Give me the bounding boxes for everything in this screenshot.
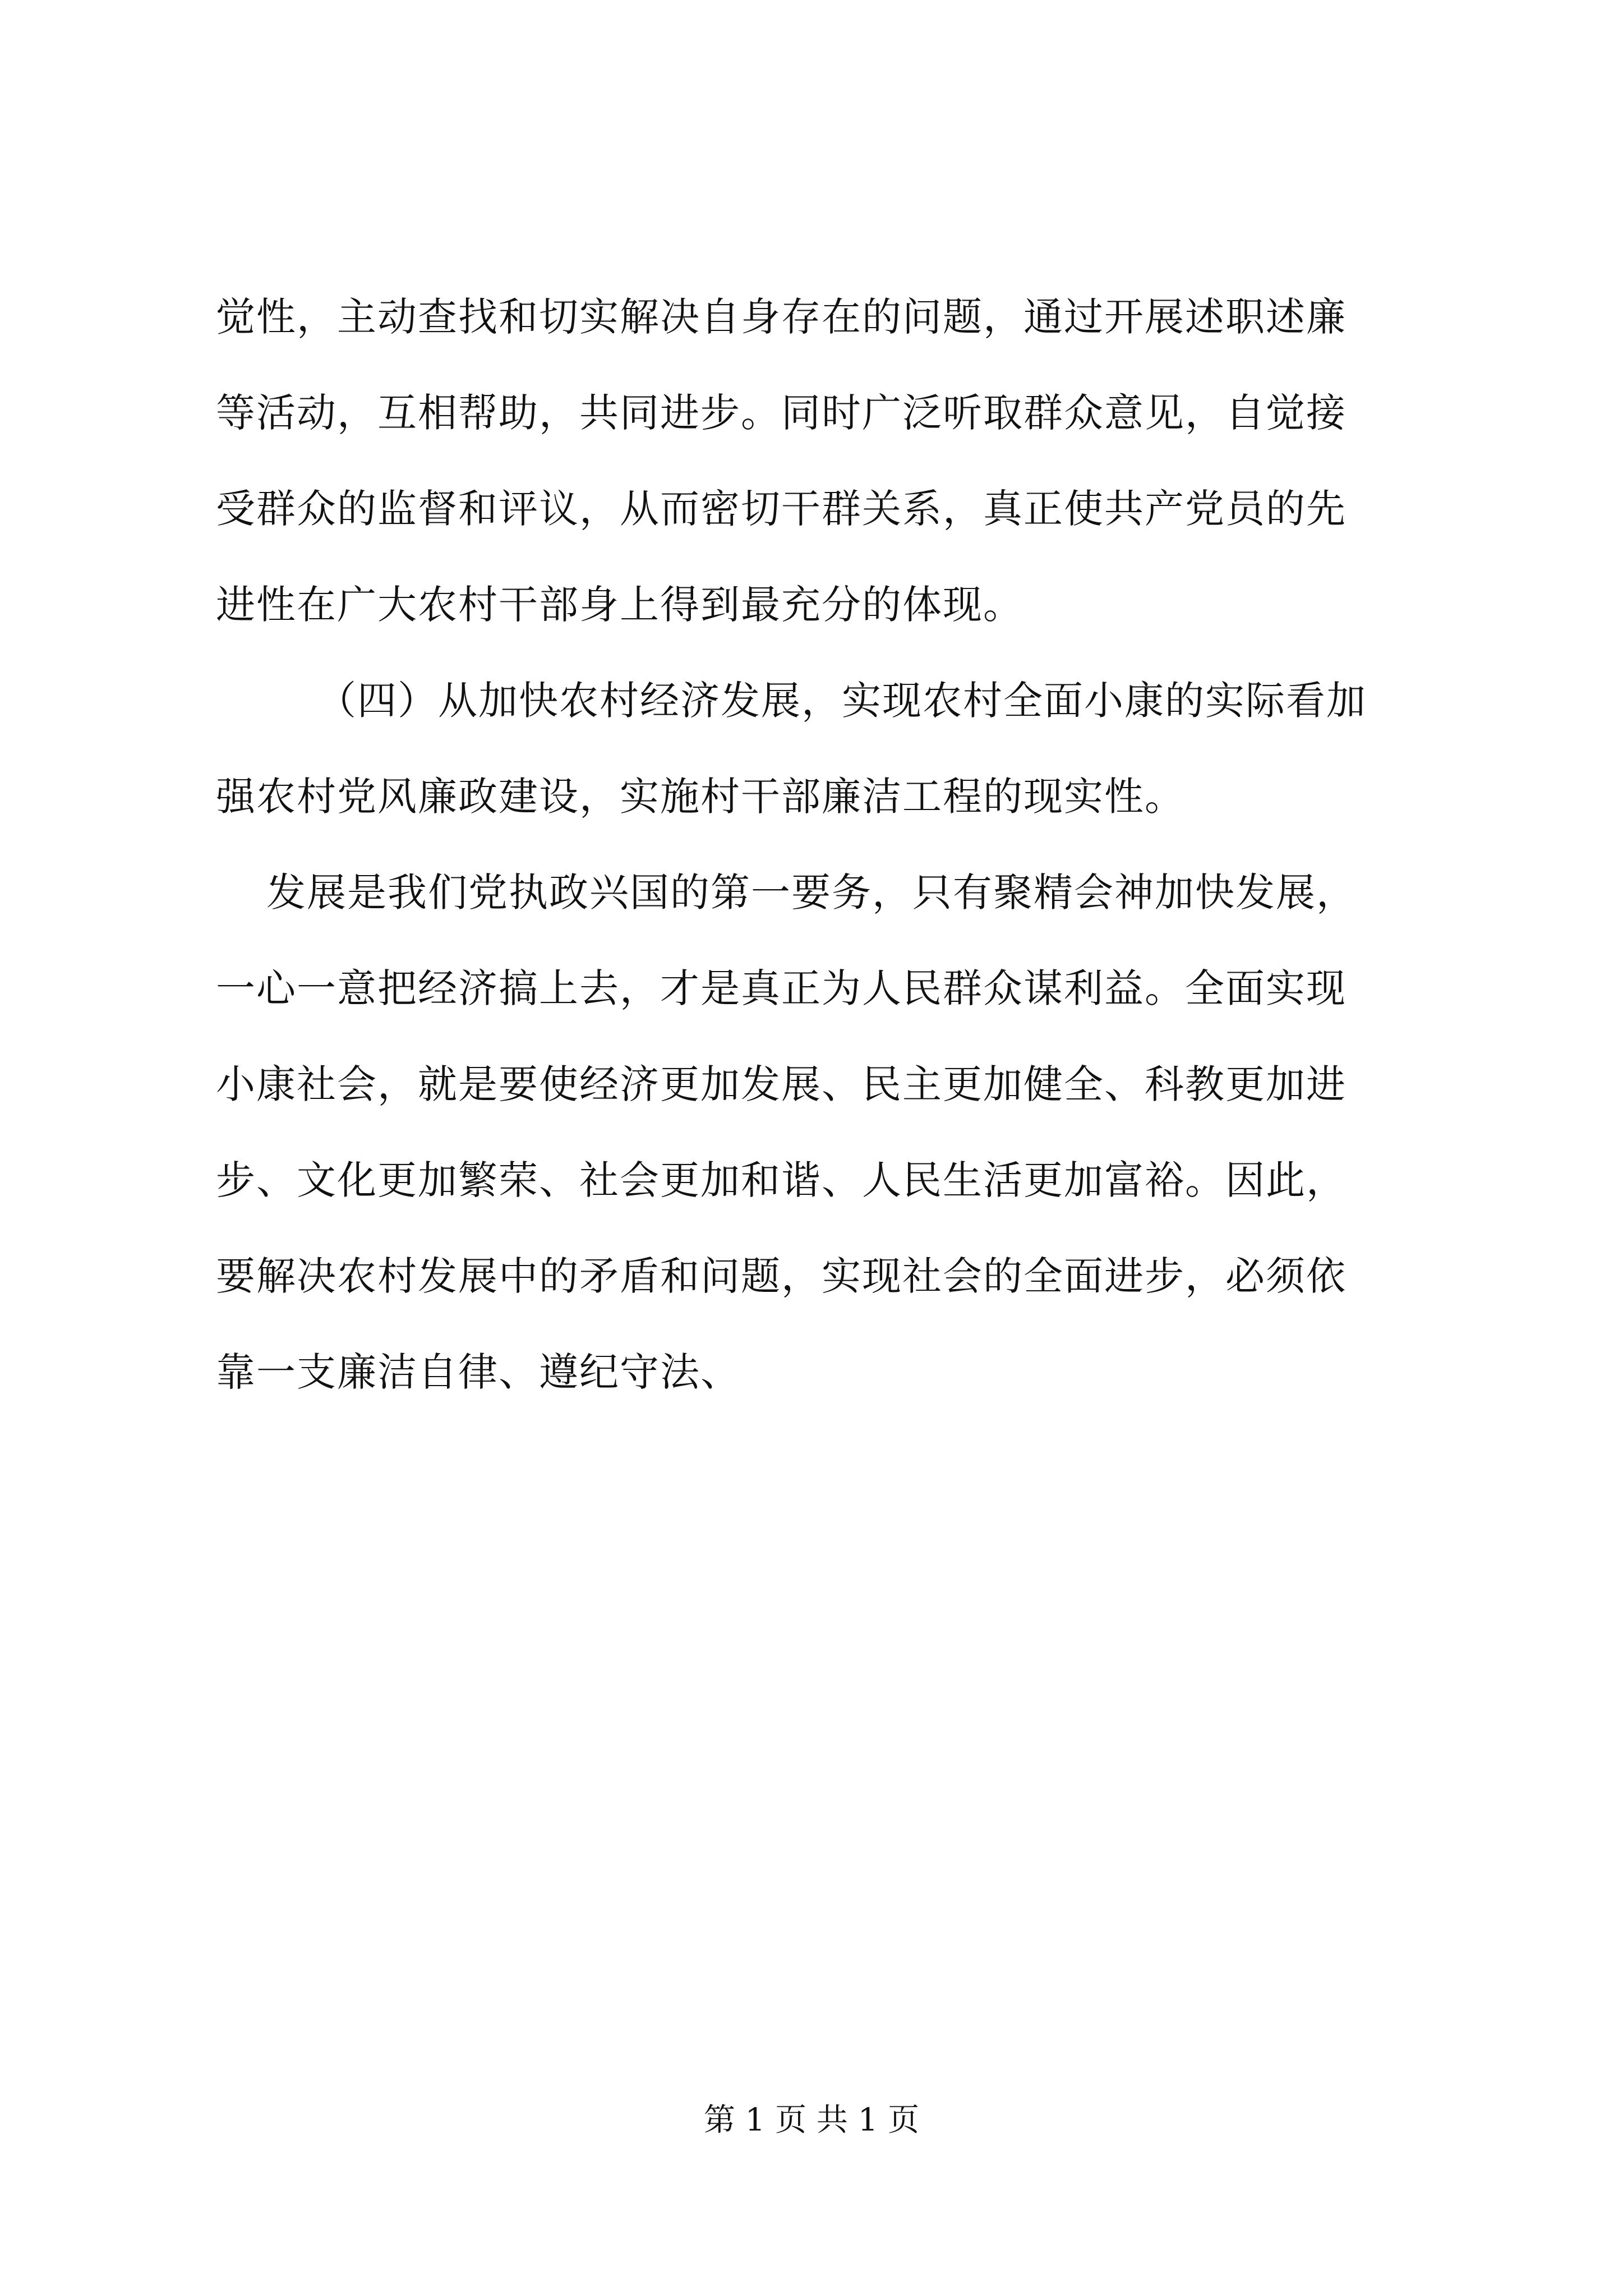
body-line-4: 进性在广大农村干部身上得到最充分的体现。 xyxy=(216,582,1023,628)
body-line-7: 发展是我们党执政兴国的第一要务，只有聚精会神加快发展， xyxy=(266,869,1357,915)
body-line-1: 觉性，主动查找和切实解决自身存在的问题，通过开展述职述廉 xyxy=(216,294,1347,340)
body-line-3: 受群众的监督和评议，从而密切干群关系，真正使共产党员的先 xyxy=(216,486,1347,532)
body-line-9: 小康社会，就是要使经济更加发展、民主更加健全、科教更加进 xyxy=(216,1061,1347,1107)
body-line-10: 步、文化更加繁荣、社会更加和谐、人民生活更加富裕。因此， xyxy=(216,1157,1347,1203)
section-heading-line-1: （四）从加快农村经济发展，实现农村全面小康的实际看加 xyxy=(317,678,1367,724)
body-line-12: 靠一支廉洁自律、遵纪守法、 xyxy=(216,1349,741,1395)
section-heading-line-2: 强农村党风廉政建设，实施村干部廉洁工程的现实性。 xyxy=(216,774,1185,820)
body-line-11: 要解决农村发展中的矛盾和问题，实现社会的全面进步，必须依 xyxy=(216,1253,1347,1299)
body-line-2: 等活动，互相帮助，共同进步。同时广泛听取群众意见，自觉接 xyxy=(216,390,1347,436)
page-footer: 第 1 页 共 1 页 xyxy=(703,2102,920,2138)
body-line-8: 一心一意把经济搞上去，才是真正为人民群众谋利益。全面实现 xyxy=(216,965,1347,1011)
